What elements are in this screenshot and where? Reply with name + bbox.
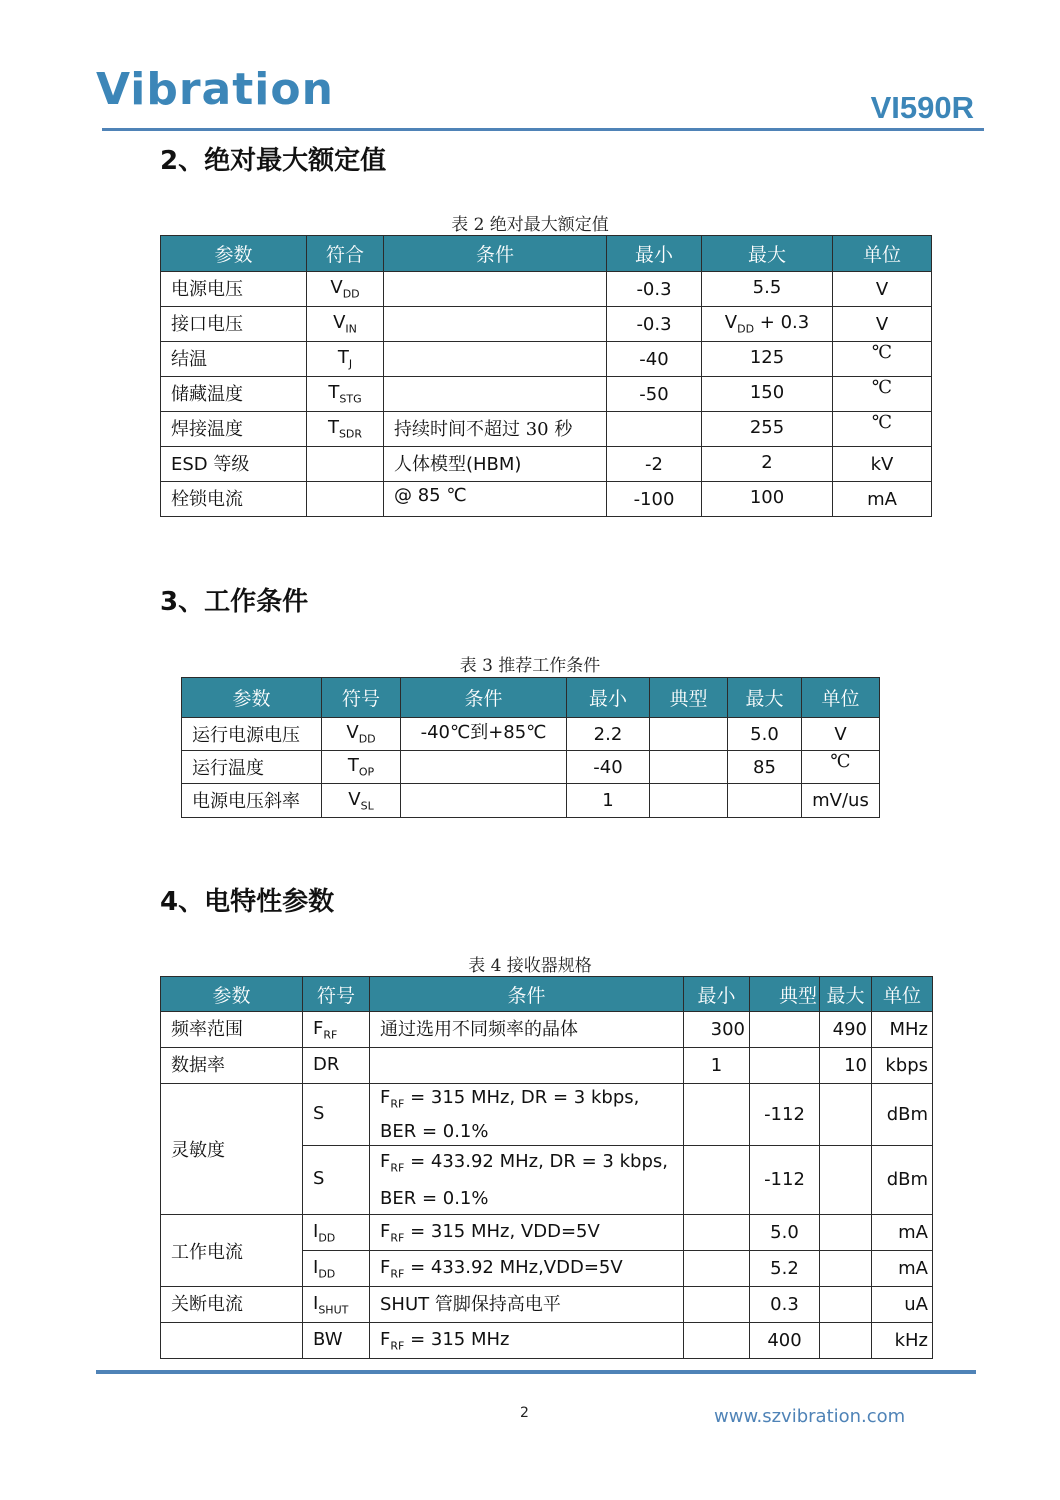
min-cell: [684, 1287, 750, 1323]
max-cell: 490: [820, 1012, 872, 1048]
unit-cell: ℃: [833, 377, 932, 412]
param-cell: 电源电压: [161, 272, 307, 307]
param-cell: 栓锁电流: [161, 482, 307, 517]
min-cell: -0.3: [607, 272, 702, 307]
unit-cell: uA: [872, 1287, 933, 1323]
min-cell: 300: [684, 1012, 750, 1048]
footer-divider: [96, 1370, 976, 1374]
table-row: [182, 751, 880, 784]
typ-cell: -112: [750, 1145, 820, 1215]
symbol-cell: [307, 482, 384, 517]
unit-cell: MHz: [872, 1012, 933, 1048]
typ-cell: [650, 718, 728, 751]
unit-cell: ℃: [833, 342, 932, 377]
header-divider: [102, 128, 984, 131]
param-cell: ESD 等级: [161, 447, 307, 482]
table-row: [161, 412, 932, 447]
header-cell: 单位: [872, 977, 933, 1012]
table-row: [161, 1215, 933, 1251]
unit-cell: kHz: [872, 1323, 933, 1359]
unit-cell: kV: [833, 447, 932, 482]
max-cell: [820, 1215, 872, 1251]
symbol-cell: S: [303, 1145, 370, 1215]
condition-cell: [384, 342, 607, 377]
unit-cell: V: [833, 307, 932, 342]
symbol-cell: $T_{OP}$: [322, 751, 401, 784]
min-cell: [684, 1323, 750, 1359]
header-cell: 最大: [702, 236, 833, 272]
max-cell: [820, 1145, 872, 1215]
symbol-cell: $T_{SDR}$: [307, 412, 384, 447]
header-cell: 条件: [401, 678, 567, 718]
symbol-cell: $V_{DD}$: [307, 272, 384, 307]
typ-cell: -112: [750, 1084, 820, 1146]
param-cell: 焊接温度: [161, 412, 307, 447]
param-cell: 结温: [161, 342, 307, 377]
header-cell: 单位: [833, 236, 932, 272]
symbol-cell: $I_{DD}$: [303, 1251, 370, 1287]
symbol-cell: DR: [303, 1048, 370, 1084]
condition-cell: 人体模型(HBM): [384, 447, 607, 482]
max-cell: 2: [702, 447, 833, 482]
condition-cell: $F_{RF} = 433.92$ MHz, DR = 3 kbps, BER = 0.1%: [370, 1145, 684, 1215]
header-cell: 最小: [684, 977, 750, 1012]
max-cell: 85: [728, 751, 802, 784]
max-cell: 125: [702, 342, 833, 377]
typ-cell: [750, 1012, 820, 1048]
min-cell: -50: [607, 377, 702, 412]
table-row: [161, 482, 932, 517]
min-cell: -40: [567, 751, 650, 784]
unit-cell: V: [802, 718, 880, 751]
param-cell: 电源电压斜率: [182, 784, 322, 818]
unit-cell: mA: [872, 1215, 933, 1251]
min-cell: 1: [567, 784, 650, 818]
max-cell: $V_{DD} + 0.3$: [702, 307, 833, 342]
param-cell: 运行电源电压: [182, 718, 322, 751]
min-cell: -40: [607, 342, 702, 377]
param-cell: 储藏温度: [161, 377, 307, 412]
condition-cell: [384, 307, 607, 342]
condition-cell: [401, 751, 567, 784]
unit-cell: ℃: [802, 751, 880, 784]
unit-cell: dBm: [872, 1145, 933, 1215]
condition-cell: $F_{RF} = 315$ MHz, DR = 3 kbps, BER = 0.1%: [370, 1084, 684, 1146]
unit-cell: mA: [872, 1251, 933, 1287]
max-cell: 100: [702, 482, 833, 517]
symbol-cell: $V_{SL}$: [322, 784, 401, 818]
header-cell: 典型: [650, 678, 728, 718]
header-cell: 条件: [370, 977, 684, 1012]
symbol-cell: $T_{STG}$: [307, 377, 384, 412]
table3-caption: 表 3 推荐工作条件: [459, 656, 601, 676]
max-cell: [820, 1251, 872, 1287]
min-cell: [684, 1145, 750, 1215]
typ-cell: 0.3: [750, 1287, 820, 1323]
max-cell: 10: [820, 1048, 872, 1084]
condition-cell: 通过选用不同频率的晶体: [370, 1012, 684, 1048]
header-cell: 参数: [182, 678, 322, 718]
operating-conditions-table: [181, 677, 880, 818]
header-cell: 最大: [820, 977, 872, 1012]
param-cell: 灵敏度: [161, 1084, 303, 1215]
page-number: 2: [520, 1405, 529, 1421]
section-title-operating-conditions: 3、工作条件: [160, 587, 309, 617]
table-row: [182, 784, 880, 818]
symbol-cell: $I_{DD}$: [303, 1215, 370, 1251]
min-cell: [684, 1084, 750, 1146]
header-cell: 典型: [750, 977, 820, 1012]
param-cell: 工作电流: [161, 1215, 303, 1287]
max-cell: [820, 1323, 872, 1359]
symbol-cell: S: [303, 1084, 370, 1146]
table4-caption: 表 4 接收器规格: [468, 956, 592, 976]
symbol-cell: $I_{SHUT}$: [303, 1287, 370, 1323]
min-cell: [684, 1215, 750, 1251]
header-cell: 最小: [607, 236, 702, 272]
section-title-absolute-max: 2、绝对最大额定值: [160, 146, 387, 176]
min-cell: [684, 1251, 750, 1287]
condition-cell: $F_{RF} = 315$ MHz, VDD=5V: [370, 1215, 684, 1251]
table-row: [161, 307, 932, 342]
condition-cell: [384, 377, 607, 412]
symbol-cell: $F_{RF}$: [303, 1012, 370, 1048]
max-cell: 5.0: [728, 718, 802, 751]
min-cell: 2.2: [567, 718, 650, 751]
condition-cell: @ 85 ℃: [384, 482, 607, 517]
header-cell: 单位: [802, 678, 880, 718]
typ-cell: [650, 784, 728, 818]
unit-cell: dBm: [872, 1084, 933, 1146]
max-cell: 150: [702, 377, 833, 412]
symbol-cell: $T_J$: [307, 342, 384, 377]
param-cell: 频率范围: [161, 1012, 303, 1048]
unit-cell: mV/us: [802, 784, 880, 818]
condition-cell: 持续时间不超过 30 秒: [384, 412, 607, 447]
table-row: [161, 377, 932, 412]
unit-cell: mA: [833, 482, 932, 517]
table-row: [161, 342, 932, 377]
header-cell: 最大: [728, 678, 802, 718]
symbol-cell: $V_{DD}$: [322, 718, 401, 751]
header-cell: 参数: [161, 977, 303, 1012]
max-cell: 255: [702, 412, 833, 447]
condition-cell: [384, 272, 607, 307]
unit-cell: V: [833, 272, 932, 307]
symbol-cell: $V_{IN}$: [307, 307, 384, 342]
table2-caption: 表 2 绝对最大额定值: [451, 215, 609, 235]
condition-cell: -40℃到+85℃: [401, 718, 567, 751]
param-cell: 运行温度: [182, 751, 322, 784]
header-cell: 符合: [307, 236, 384, 272]
model-number: VI590R: [870, 90, 974, 125]
condition-cell: [401, 784, 567, 818]
table-row: [161, 1084, 933, 1146]
max-cell: [820, 1084, 872, 1146]
typ-cell: 400: [750, 1323, 820, 1359]
header-cell: 条件: [384, 236, 607, 272]
condition-cell: SHUT 管脚保持高电平: [370, 1287, 684, 1323]
min-cell: -2: [607, 447, 702, 482]
header-cell: 参数: [161, 236, 307, 272]
table-row: [161, 1287, 933, 1323]
symbol-cell: BW: [303, 1323, 370, 1359]
table-row: [161, 447, 932, 482]
min-cell: 1: [684, 1048, 750, 1084]
absolute-max-table: [160, 235, 932, 517]
typ-cell: [750, 1048, 820, 1084]
table-row: [182, 718, 880, 751]
max-cell: [820, 1287, 872, 1323]
unit-cell: kbps: [872, 1048, 933, 1084]
param-cell: 关断电流: [161, 1287, 303, 1323]
min-cell: -100: [607, 482, 702, 517]
max-cell: [728, 784, 802, 818]
table-row: [161, 272, 932, 307]
header-cell: 最小: [567, 678, 650, 718]
typ-cell: 5.2: [750, 1251, 820, 1287]
unit-cell: ℃: [833, 412, 932, 447]
min-cell: -0.3: [607, 307, 702, 342]
symbol-cell: [307, 447, 384, 482]
table-row: [161, 1048, 933, 1084]
param-cell: [161, 1323, 303, 1359]
max-cell: 5.5: [702, 272, 833, 307]
table-row: [161, 1012, 933, 1048]
condition-cell: $F_{RF} = 433.92$ MHz,VDD=5V: [370, 1251, 684, 1287]
receiver-spec-table: [160, 976, 933, 1359]
typ-cell: 5.0: [750, 1215, 820, 1251]
min-cell: [607, 412, 702, 447]
param-cell: 数据率: [161, 1048, 303, 1084]
typ-cell: [650, 751, 728, 784]
header-cell: 符号: [303, 977, 370, 1012]
section-title-electrical: 4、电特性参数: [160, 887, 335, 917]
condition-cell: [370, 1048, 684, 1084]
condition-cell: $F_{RF} = 315$ MHz: [370, 1323, 684, 1359]
header-cell: 符号: [322, 678, 401, 718]
param-cell: 接口电压: [161, 307, 307, 342]
table-row: [161, 1323, 933, 1359]
brand-logo: Vibration: [96, 64, 334, 115]
website-link[interactable]: www.szvibration.com: [714, 1406, 906, 1427]
